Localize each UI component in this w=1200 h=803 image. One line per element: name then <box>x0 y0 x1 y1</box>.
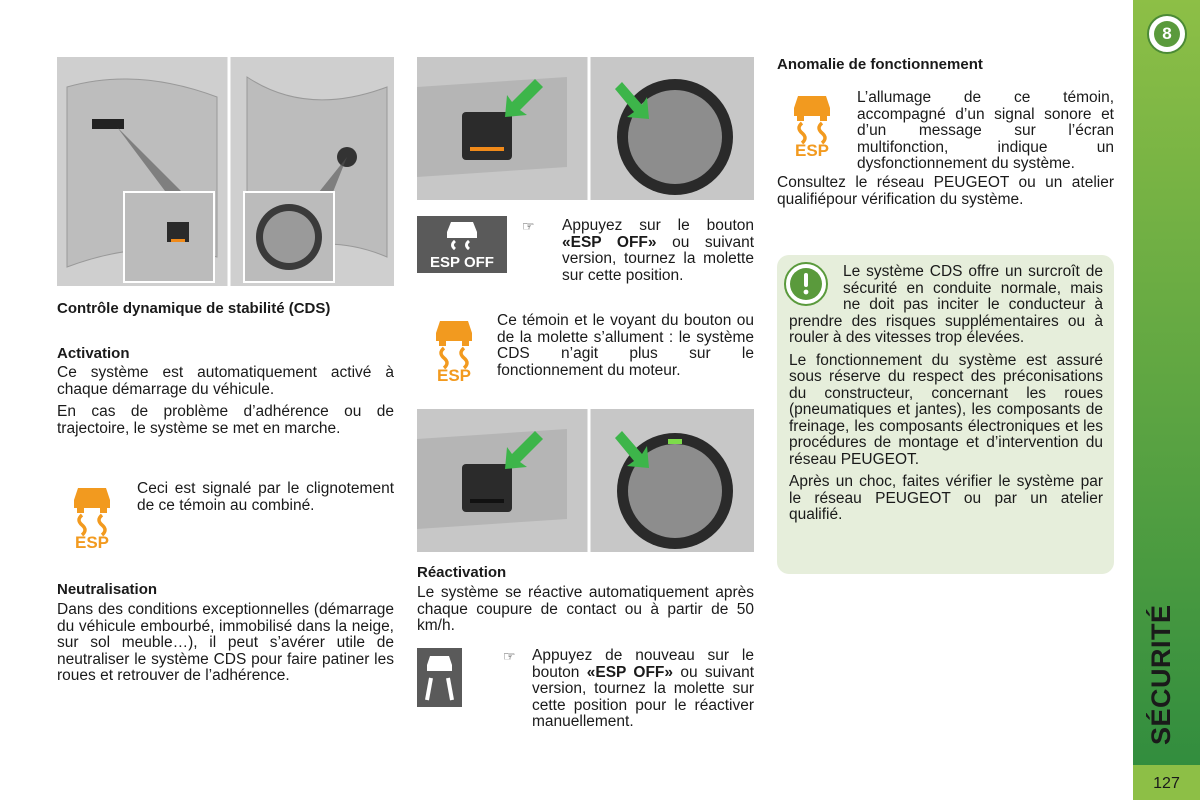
pointing-hand-icon: ☞ <box>522 218 535 234</box>
info-para-3: Après un choc, faites vérifier le système par le réseau PEUGEOT ou par un atelier qualifié. <box>789 473 1103 523</box>
reactivation-text: Le système se réactive automatiquement après chaque coupure de contact ou à partir de 50 km/h. <box>417 584 754 634</box>
press-off-text <box>562 218 754 284</box>
esp-on-button-photo <box>417 409 754 552</box>
press-on-bold: «ESP OFF» <box>586 663 674 681</box>
press-off-suffix: ou suivant version, tournez la molette sur cette position. <box>562 233 754 284</box>
activation-para-1: Ce système est automatiquement activé à chaque démarrage du véhicule. <box>57 364 394 398</box>
activation-para-2: En cas de problème d’adhérence ou de trajectoire, le système se met en marche. <box>57 403 394 437</box>
svg-text:ESP: ESP <box>74 533 110 552</box>
chapter-number: 8 <box>1154 21 1180 47</box>
press-on-prefix: Appuyez de nouveau sur le bouton <box>532 647 754 681</box>
info-para-2: Le fonctionnement du système est assuré sous réserve du respect des préconisations du constructeur, concernant les roues (pneumatiques et jantes), les composants de freinage, les composants électroniques et les procédures de montage et d’intervention du réseau PEUGEOT. <box>789 351 1103 468</box>
section-title: SÉCURITÉ <box>1146 604 1176 745</box>
info-text <box>789 264 1103 530</box>
neutralisation-heading: Neutralisation <box>57 581 158 598</box>
reactivation-heading: Réactivation <box>417 564 507 581</box>
press-off-bold: «ESP OFF» <box>562 233 657 251</box>
esp-off-label: ESP OFF <box>430 254 494 271</box>
press-off-prefix: Appuyez sur le bouton <box>562 217 754 234</box>
anomaly-text: L’allumage de ce témoin, accompagné d’un signal sonore et d’un message sur l’écran multifonction, indique un dysfonctionnement du système. <box>857 89 1114 172</box>
neutralisation-text: Dans des conditions exceptionnelles (démarrage du véhicule embourbé, immobilisé dans la neige, sur sol meuble…), il peut s’avérer utile de neutraliser le système CDS pour faire patiner les roues et retrouver de l’adhérence. <box>57 601 394 684</box>
info-para-1-text: Le système CDS offre un surcroît de sécurité en conduite normale, mais ne doit pas inciter le conducteur à prendre des risques supplémentaires ou à rouler à des vitesses trop élevées. <box>789 263 1103 346</box>
chapter-badge <box>1147 14 1187 54</box>
svg-text:ESP: ESP <box>794 141 830 160</box>
esp-off-button-icon <box>417 216 507 273</box>
esp-warning-icon-2 <box>430 315 478 385</box>
page-number: 127 <box>1133 765 1200 800</box>
pointing-hand-icon-2: ☞ <box>503 648 516 664</box>
esp-warning-icon <box>68 482 116 552</box>
activation-text <box>57 365 394 443</box>
consult-text: Consultez le réseau PEUGEOT ou un atelier qualifiépour vérification du système. <box>777 174 1114 208</box>
cds-title: Contrôle dynamique de stabilité (CDS) <box>57 300 331 317</box>
esp-warning-icon-3 <box>788 90 836 160</box>
info-para-1 <box>789 264 1103 347</box>
blink-text: Ceci est signalé par le clignotement de ce témoin au combiné. <box>137 480 394 514</box>
press-on-suffix: ou suivant version, tournez la molette sur cette position pour le réactiver manuellement. <box>532 663 755 730</box>
lamp-text: Ce témoin et le voyant du bouton ou de la molette s’allument : le système CDS n’agit plus sur le fonctionnement du moteur. <box>497 312 754 379</box>
svg-text:ESP: ESP <box>436 366 472 385</box>
press-on-text <box>532 648 754 731</box>
activation-heading: Activation <box>57 345 130 362</box>
dashboard-illustration <box>57 57 394 286</box>
anomaly-heading: Anomalie de fonctionnement <box>777 56 983 73</box>
esp-knob-icon <box>417 648 462 707</box>
esp-off-button-photo <box>417 57 754 200</box>
